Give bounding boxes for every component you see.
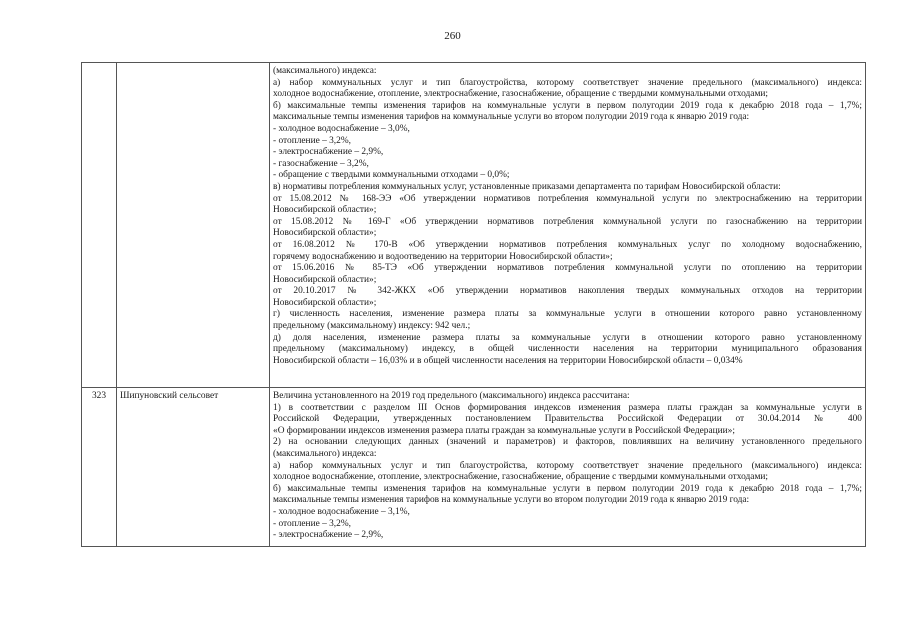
municipality-name-cell (117, 63, 270, 388)
description-line: «О формировании индексов изменения размера платы граждан за коммунальные услуги в Российской Федерации»; (273, 425, 735, 436)
description-line: 1) в соответствии с разделом III Основ формирования индексов изменения размера платы граждан за коммунальные услуги в (273, 402, 862, 413)
description-line: Новосибирской области»; (273, 297, 377, 308)
description-line: предельному (максимальному) индексу, в общей численности населения на территории муниципального образования (273, 344, 862, 355)
description-line: Российской Федерации, утвержденных постановлением Правительства Российской Федерации от 30.04.2014 № 400 (273, 414, 862, 425)
description-line: от 20.10.2017 № 342-ЖКХ «Об утверждении нормативов накопления твердых коммунальных отходов на территории (273, 286, 862, 297)
description-line: Новосибирской области»; (273, 228, 377, 239)
document-table (81, 62, 866, 547)
description-line: - отопление – 3,2%, (273, 518, 351, 529)
page-number: 260 (444, 30, 461, 42)
description-line: (максимального) индекса: (273, 448, 377, 459)
description-line: от 15.06.2016 № 85-ТЭ «Об утверждении нормативов потребления коммунальной услуги по отоплению на территории (273, 263, 862, 274)
description-line: а) набор коммунальных услуг и тип благоустройства, которому соответствует значение предельного (максимального) индекса: (273, 77, 862, 88)
description-line: б) максимальные темпы изменения тарифов на коммунальные услуги в первом полугодии 2019 года к декабрю 2018 года – 1,7%; (273, 483, 862, 494)
description-line: б) максимальные темпы изменения тарифов на коммунальные услуги в первом полугодии 2019 года к декабрю 2018 года – 1,7%; (273, 100, 862, 111)
description-line: Новосибирской области»; (273, 274, 377, 285)
description-line: от 15.08.2012 № 168-ЭЭ «Об утверждении нормативов потребления коммунальной услуги по электроснабжению на территории (273, 193, 862, 204)
description-line: Новосибирской области – 16,03% и в общей численности населения на территории Новосибирской области – 0,034% (273, 355, 743, 366)
table-row (82, 63, 866, 388)
description-line: - газоснабжение – 3,2%, (273, 158, 369, 169)
description-line: от 16.08.2012 № 170-В «Об утверждении нормативов потребления коммунальных услуг по холодному водоснабжению, (273, 239, 862, 250)
description-line: холодное водоснабжение, отопление, электроснабжение, газоснабжение, обращение с твердыми коммунальными отходами; (273, 472, 768, 483)
description-line: г) численность населения, изменение размера платы за коммунальные услуги в отношении которого равно установленному (273, 309, 862, 320)
description-line: - электроснабжение – 2,9%, (273, 147, 384, 158)
description-cell (270, 388, 866, 547)
description-cell (270, 63, 866, 388)
row-number-cell (82, 63, 117, 388)
description-line: от 15.08.2012 № 169-Г «Об утверждении нормативов потребления коммунальной услуги по газоснабжению на территории (273, 216, 862, 227)
description-line: Величина установленного на 2019 год предельного (максимального) индекса рассчитана: (273, 391, 630, 401)
description-line: д) доля населения, изменение размера платы за коммунальные услуги в отношении которого равно установленному (273, 332, 862, 343)
description-line: в) нормативы потребления коммунальных услуг, установленные приказами департамента по тарифам Новосибирской области: (273, 181, 781, 192)
row-number-cell: 323 (82, 388, 117, 547)
description-line: - отопление – 3,2%, (273, 135, 351, 146)
description-line: максимальные темпы изменения тарифов на коммунальные услуги во втором полугодии 2019 года к январю 2019 года: (273, 112, 750, 123)
description-line: Новосибирской области»; (273, 205, 377, 216)
description-line: предельному (максимальному) индексу: 942 чел.; (273, 321, 471, 332)
description-line: - холодное водоснабжение – 3,1%, (273, 506, 410, 517)
municipality-name-cell: Шипуновский сельсовет (117, 388, 270, 547)
description-line: - электроснабжение – 2,9%, (273, 530, 384, 541)
description-line: - обращение с твердыми коммунальными отходами – 0,0%; (273, 170, 510, 181)
table-row (82, 388, 866, 547)
description-line: (максимального) индекса: (273, 66, 377, 76)
description-line: горячему водоснабжению и водоотведению на территории Новосибирской области»; (273, 251, 613, 262)
description-line: а) набор коммунальных услуг и тип благоустройства, которому соответствует значение предельного (максимального) индекса: (273, 460, 862, 471)
description-line: - холодное водоснабжение – 3,0%, (273, 123, 410, 134)
description-line: 2) на основании следующих данных (значений и параметров) и факторов, повлиявших на величину установленного предельного (273, 437, 862, 448)
description-line: максимальные темпы изменения тарифов на коммунальные услуги во втором полугодии 2019 года к январю 2019 года: (273, 495, 750, 506)
description-line: холодное водоснабжение, отопление, электроснабжение, газоснабжение, обращение с твердыми коммунальными отходами; (273, 89, 768, 100)
